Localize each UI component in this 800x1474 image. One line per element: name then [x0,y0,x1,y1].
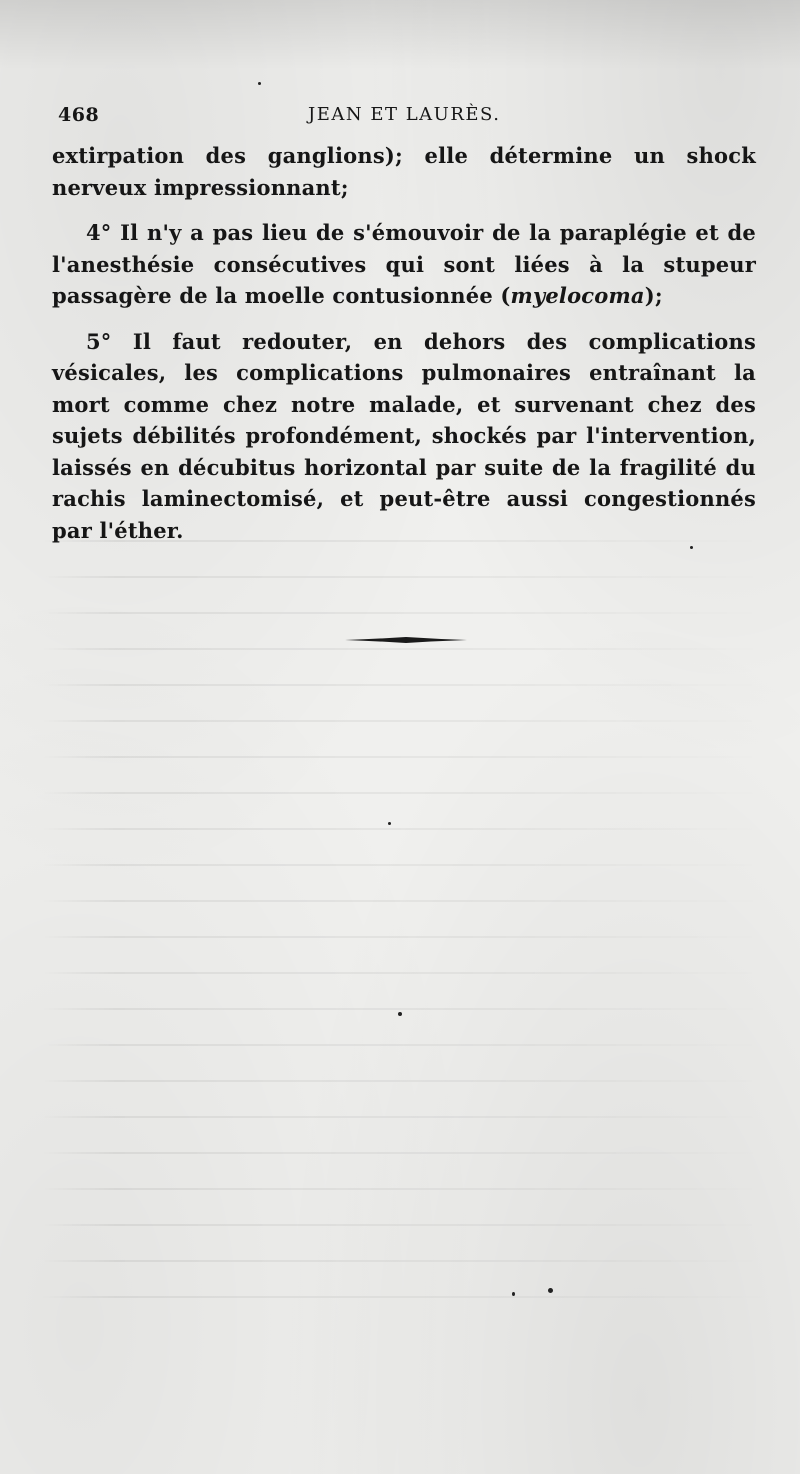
body-text [52,140,756,546]
ink-speck [690,546,693,549]
page-number: 468 [58,104,100,126]
paragraph-item-4-text: 4° Il n'y a pas lieu de s'émouvoir de la paraplégie et de l'anesthésie consécutives qui sont liées à la stupeur passagère de la moelle contusionnée ( [52,220,756,308]
running-head: JEAN ET LAURÈS. [308,104,501,125]
ink-speck [388,822,391,825]
ink-speck [548,1288,553,1293]
end-ornament-rule [345,634,467,646]
paragraph-item-5: 5° Il faut redouter, en dehors des complications vésicales, les complications pulmonaires entraînant la mort comme chez notre malade, et survenant chez des sujets débilités profondément, shockés par l'intervention, laissés en décubitus horizontal par suite de la fragilité du rachis laminectomisé, et peut-être aussi congestionnés par l'éther. [52,328,756,543]
scan-shadow [0,0,800,70]
italic-term: myelocoma [510,283,645,308]
ink-speck [398,1012,402,1016]
page-header [58,104,750,132]
ink-speck [512,1292,515,1296]
paragraph-continuation: extirpation des ganglions); elle détermine un shock nerveux impressionnant; [52,143,756,200]
ink-speck [258,82,261,85]
paragraph-item-4-end: ); [644,283,663,308]
show-through-text [40,540,780,1360]
paragraph-item-4 [52,217,756,312]
